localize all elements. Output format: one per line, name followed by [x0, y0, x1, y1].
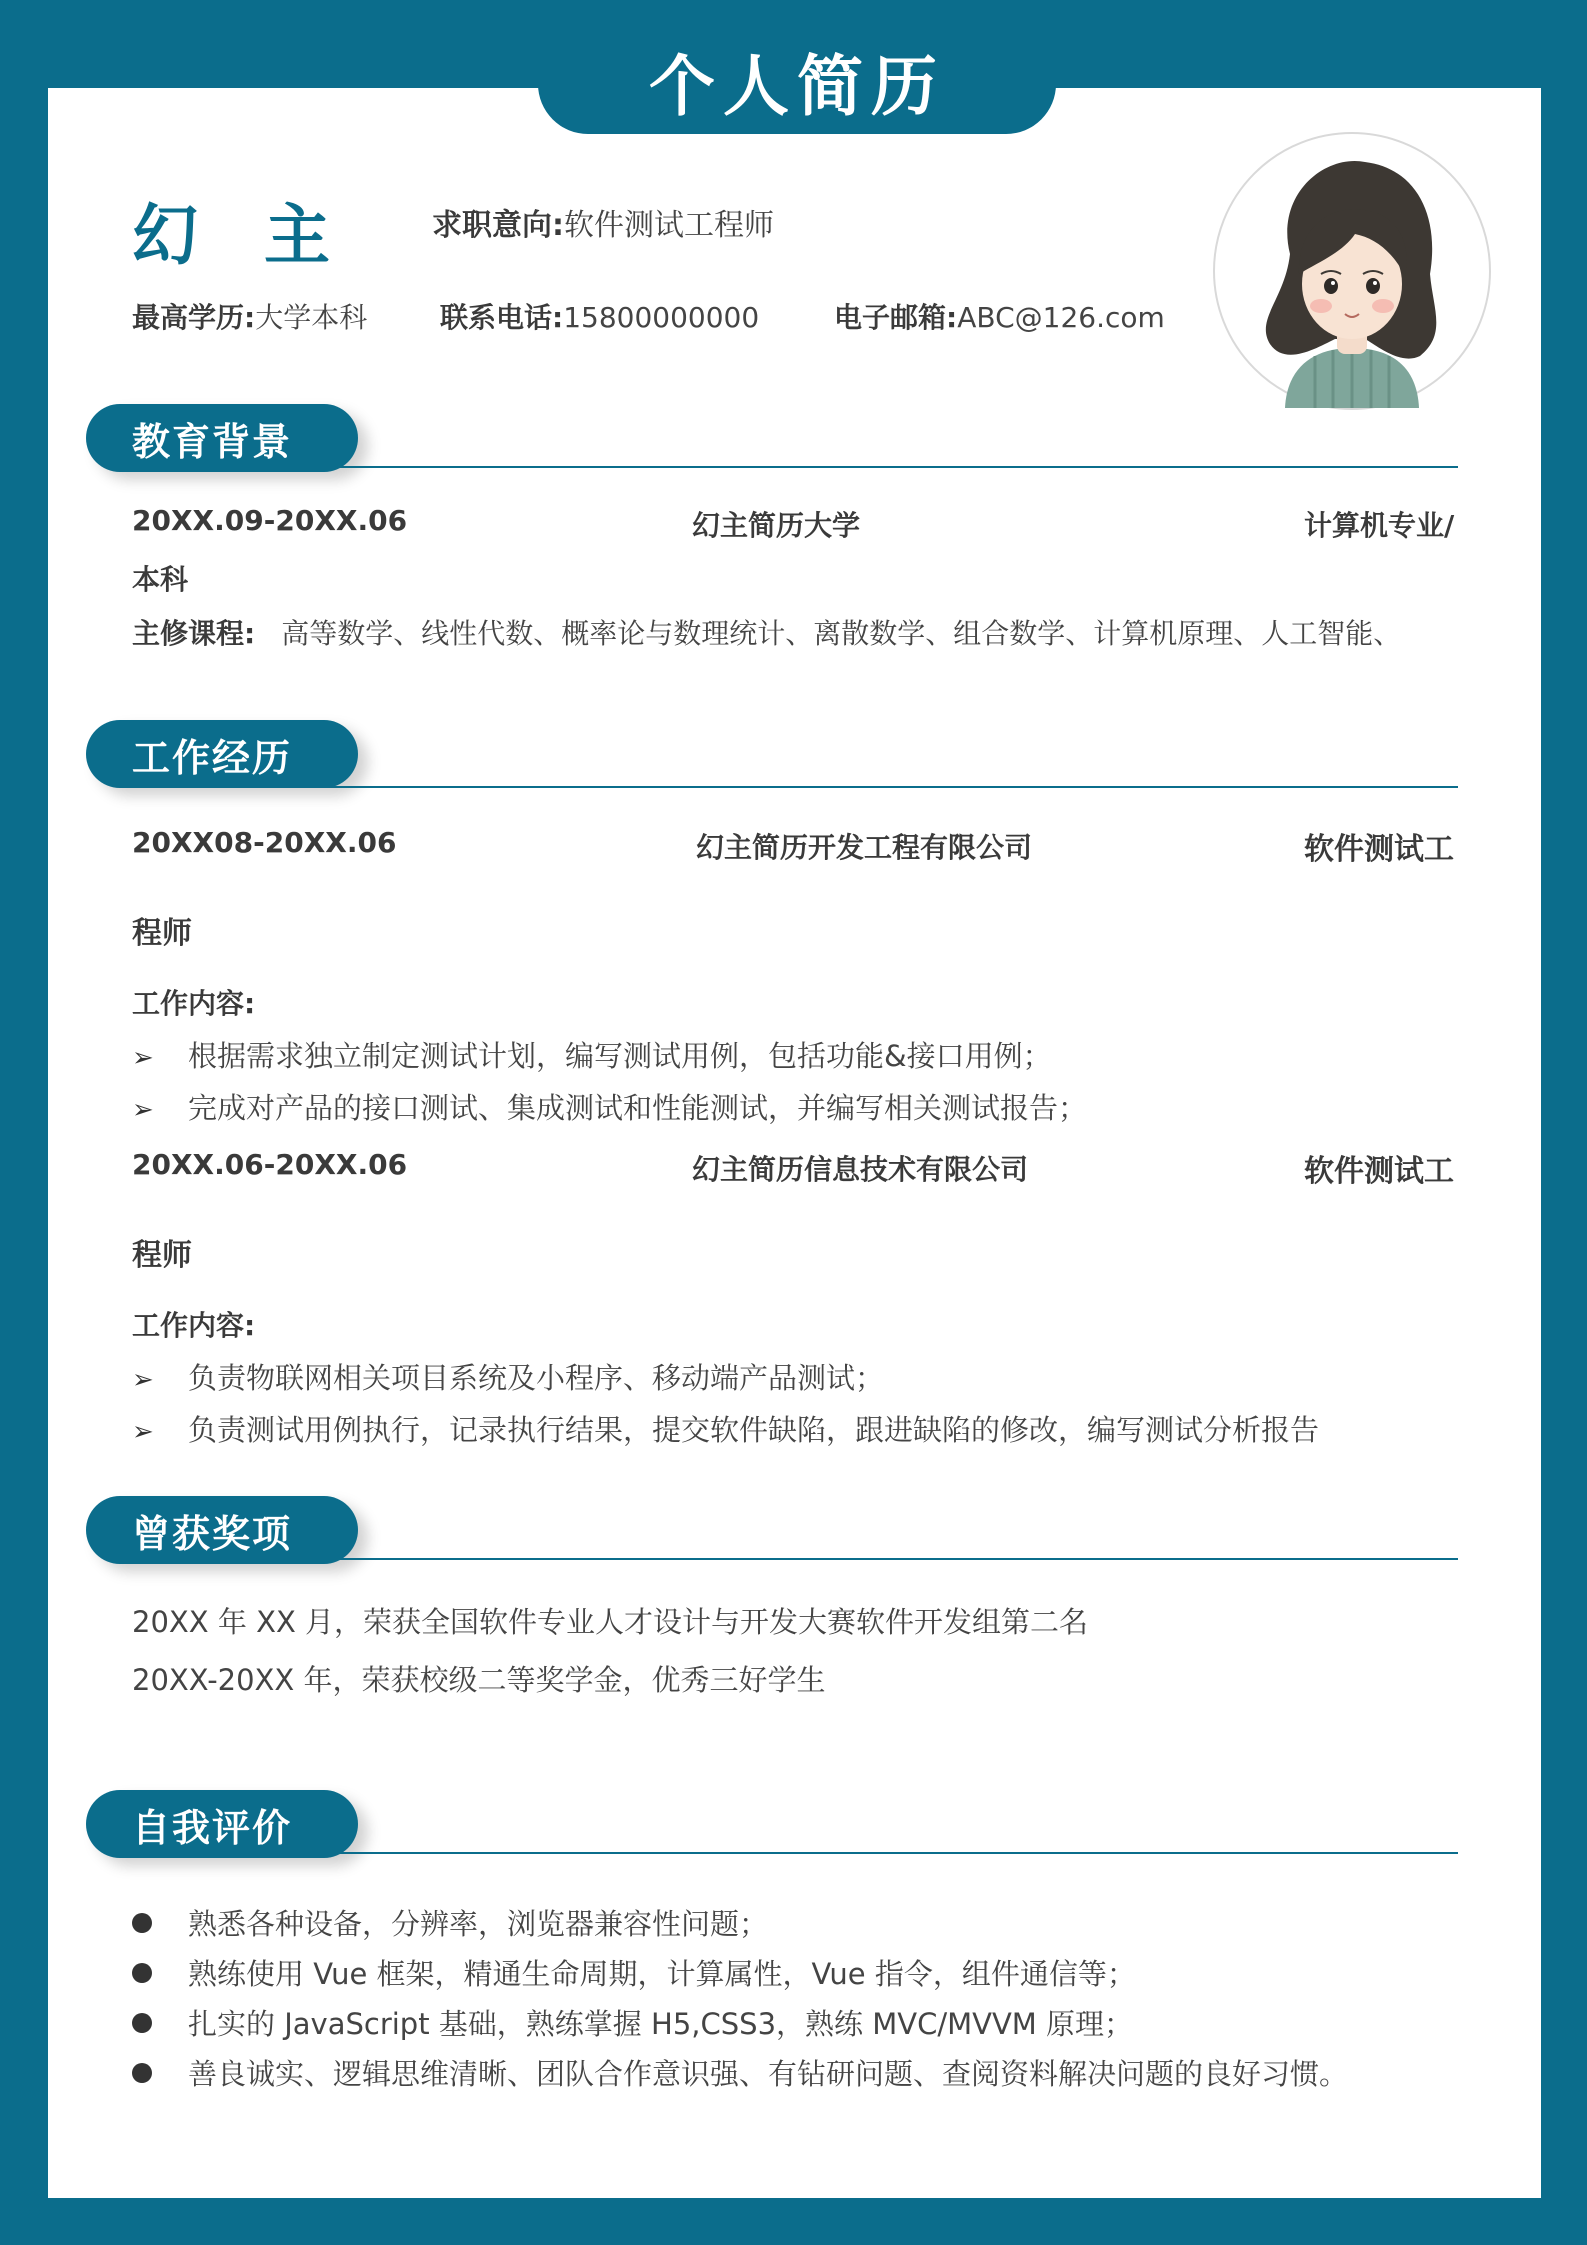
phone-value: 15800000000 — [563, 301, 760, 334]
dot-bullet-icon — [132, 1913, 152, 1933]
list-item — [132, 2002, 1133, 2043]
job-period: 20XX.06-20XX.06 — [132, 1148, 408, 1181]
job-content-item: 根据需求独立制定测试计划，编写测试用例，包括功能&接口用例； — [188, 1039, 1052, 1073]
phone-label: 联系电话: — [440, 301, 564, 334]
award-item: 20XX-20XX 年，荣获校级二等奖学金，优秀三好学生 — [132, 1663, 826, 1697]
self-eval-item: 熟悉各种设备，分辨率，浏览器兼容性问题； — [188, 1907, 769, 1941]
education-level — [132, 296, 367, 336]
job-role: 软件测试工 — [1304, 1154, 1454, 1189]
award-item: 20XX 年 XX 月，荣获全国软件专业人才设计与开发大赛软件开发组第二名 — [132, 1605, 1089, 1639]
avatar — [1213, 132, 1491, 410]
job-content-label: 工作内容: — [132, 1309, 256, 1342]
job-role-continued: 程师 — [132, 916, 192, 951]
arrow-bullet-icon: ➢ — [132, 1043, 154, 1073]
job-content-list — [0, 1030, 1587, 1125]
section-self-eval-divider — [300, 1852, 1458, 1854]
education-period: 20XX.09-20XX.06 — [132, 504, 408, 537]
dot-bullet-icon — [132, 2063, 152, 2083]
arrow-bullet-icon: ➢ — [132, 1417, 154, 1447]
education-courses — [132, 612, 1401, 652]
section-work-title: 工作经历 — [132, 735, 293, 780]
section-education-header — [86, 404, 358, 472]
job-intent — [432, 200, 774, 244]
dot-bullet-icon — [132, 1963, 152, 1983]
job-content-item: 负责物联网相关项目系统及小程序、移动端产品测试； — [188, 1361, 885, 1395]
page-title: 个人简历 — [649, 47, 945, 125]
email — [834, 296, 1165, 336]
section-work-divider — [300, 786, 1458, 788]
list-item — [132, 1408, 1319, 1449]
avatar-illustration-icon — [1215, 134, 1489, 408]
list-item — [132, 1952, 1136, 1993]
self-eval-item: 扎实的 JavaScript 基础，熟练掌握 H5,CSS3，熟练 MVC/MVVM 原理； — [188, 2007, 1134, 2041]
email-value: ABC@126.com — [957, 301, 1165, 334]
list-item — [132, 1902, 768, 1943]
candidate-name: 幻主 — [132, 197, 396, 274]
phone — [440, 296, 759, 336]
job-period: 20XX08-20XX.06 — [132, 826, 397, 859]
job-intent-label: 求职意向: — [432, 208, 564, 243]
education-level-label: 最高学历: — [132, 301, 256, 334]
education-degree: 本科 — [132, 563, 189, 596]
job-company: 幻主简历信息技术有限公司 — [692, 1153, 1029, 1186]
list-item — [132, 1034, 1052, 1075]
job-content-item: 负责测试用例执行，记录执行结果，提交软件缺陷，跟进缺陷的修改，编写测试分析报告 — [188, 1413, 1320, 1447]
education-major: 计算机专业/ — [1304, 509, 1455, 542]
section-self-eval-header — [86, 1790, 358, 1858]
job-content-item: 完成对产品的接口测试、集成测试和性能测试，并编写相关测试报告； — [188, 1091, 1088, 1125]
self-eval-item: 善良诚实、逻辑思维清晰、团队合作意识强、有钻研问题、查阅资料解决问题的良好习惯。 — [188, 2057, 1349, 2091]
section-work-header — [86, 720, 358, 788]
courses-value: 高等数学、线性代数、概率论与数理统计、离散数学、组合数学、计算机原理、人工智能、 — [281, 617, 1402, 650]
job-intent-value: 软件测试工程师 — [564, 208, 774, 243]
job-content-label: 工作内容: — [132, 987, 256, 1020]
email-label: 电子邮箱: — [834, 301, 958, 334]
education-level-value: 大学本科 — [255, 301, 368, 334]
section-awards-divider — [300, 1558, 1458, 1560]
list-item — [132, 2052, 1348, 2093]
job-role-continued: 程师 — [132, 1238, 192, 1273]
courses-label: 主修课程: — [132, 617, 256, 650]
section-awards-title: 曾获奖项 — [132, 1511, 293, 1556]
arrow-bullet-icon: ➢ — [132, 1095, 154, 1125]
section-awards-header — [86, 1496, 358, 1564]
job-content-list — [0, 1352, 1587, 1447]
self-eval-item: 熟练使用 Vue 框架，精通生命周期，计算属性，Vue 指令，组件通信等； — [188, 1957, 1136, 1991]
education-school: 幻主简历大学 — [692, 509, 861, 542]
arrow-bullet-icon: ➢ — [132, 1365, 154, 1395]
section-self-eval-title: 自我评价 — [132, 1805, 293, 1850]
list-item — [132, 1086, 1087, 1127]
title-banner — [538, 26, 1056, 134]
dot-bullet-icon — [132, 2013, 152, 2033]
job-company: 幻主简历开发工程有限公司 — [696, 831, 1033, 864]
section-education-title: 教育背景 — [132, 419, 293, 464]
list-item — [132, 1356, 884, 1397]
job-role: 软件测试工 — [1304, 832, 1454, 867]
section-education-divider — [300, 466, 1458, 468]
